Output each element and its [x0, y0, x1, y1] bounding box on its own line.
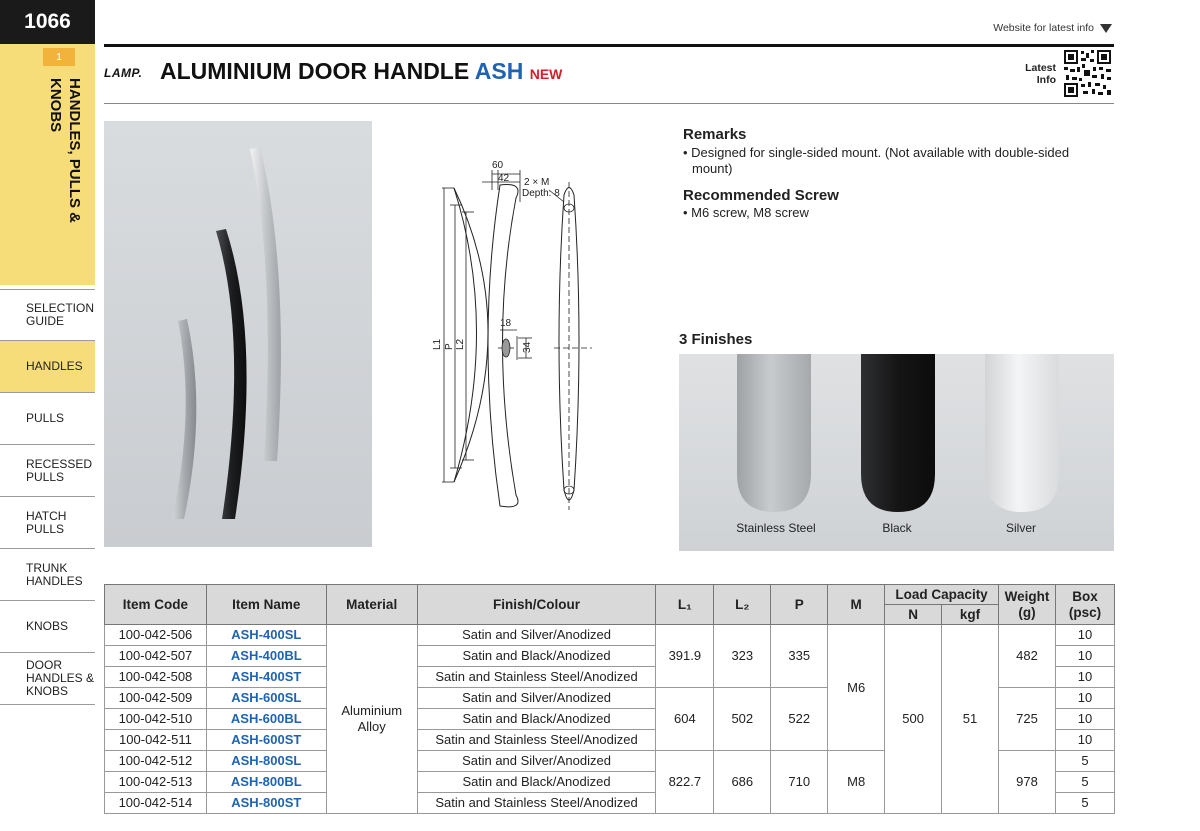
nav-hatch-pulls[interactable]: HATCH PULLS	[0, 497, 95, 549]
cell-finish: Satin and Black/Anodized	[417, 772, 656, 793]
dim-depth: Depth: 8	[522, 188, 560, 199]
finishes-heading: 3 Finishes	[679, 331, 753, 348]
cell-code: 100-042-509	[105, 688, 207, 709]
nav-recessed-pulls[interactable]: RECESSED PULLS	[0, 445, 95, 497]
cell-finish: Satin and Silver/Anodized	[417, 688, 656, 709]
cell-box: 10	[1055, 646, 1114, 667]
cell-l2: 502	[714, 688, 771, 751]
finish-label-silver: Silver	[1005, 521, 1036, 535]
cell-finish: Satin and Black/Anodized	[417, 709, 656, 730]
cell-box: 5	[1055, 772, 1114, 793]
table-row	[105, 625, 1115, 646]
category-chip: 1	[43, 48, 75, 66]
dim-p: P	[444, 343, 455, 350]
th-item-code: Item Code	[105, 585, 207, 625]
cell-finish: Satin and Black/Anodized	[417, 646, 656, 667]
cell-box: 10	[1055, 709, 1114, 730]
spec-table	[104, 584, 1115, 814]
finish-label-stainless: Stainless Steel	[736, 521, 816, 535]
remarks-heading: Remarks	[683, 126, 747, 143]
th-p: P	[771, 585, 828, 625]
cell-p: 710	[771, 751, 828, 814]
handles-illustration	[104, 121, 372, 547]
nav-trunk-handles[interactable]: TRUNK HANDLES	[0, 549, 95, 601]
th-finish: Finish/Colour	[417, 585, 656, 625]
cell-m: M8	[828, 751, 885, 814]
website-link[interactable]	[993, 22, 1112, 34]
cell-l2: 323	[714, 625, 771, 688]
cell-box: 5	[1055, 751, 1114, 772]
cell-box: 10	[1055, 625, 1114, 646]
cell-name: ASH-600ST	[206, 730, 326, 751]
cell-name: ASH-400BL	[206, 646, 326, 667]
th-load-kgf: kgf	[942, 605, 999, 625]
cell-name: ASH-800BL	[206, 772, 326, 793]
cell-finish: Satin and Silver/Anodized	[417, 751, 656, 772]
cell-code: 100-042-514	[105, 793, 207, 814]
cell-finish: Satin and Stainless Steel/Anodized	[417, 667, 656, 688]
cell-l1: 391.9	[656, 625, 714, 688]
latest-info-label: Latest Info	[1025, 62, 1056, 86]
cell-name: ASH-600SL	[206, 688, 326, 709]
website-link-label: Website for latest info	[993, 22, 1094, 34]
remarks-line-1: • Designed for single-sided mount. (Not available with double-sided	[683, 145, 1070, 160]
cell-l1: 822.7	[656, 751, 714, 814]
screw-heading: Recommended Screw	[683, 187, 839, 204]
cell-name: ASH-800SL	[206, 751, 326, 772]
dim-18: 18	[500, 318, 512, 329]
nav-knobs[interactable]: KNOBS	[0, 601, 95, 653]
cell-name: ASH-800ST	[206, 793, 326, 814]
cell-finish: Satin and Stainless Steel/Anodized	[417, 730, 656, 751]
cell-name: ASH-400ST	[206, 667, 326, 688]
cell-box: 10	[1055, 730, 1114, 751]
nav-selection-guide[interactable]: SELECTION GUIDE	[0, 289, 95, 341]
cell-box: 10	[1055, 688, 1114, 709]
cell-code: 100-042-512	[105, 751, 207, 772]
th-m: M	[828, 585, 885, 625]
cell-p: 522	[771, 688, 828, 751]
th-weight: Weight (g)	[999, 585, 1056, 625]
brand-logo: LAMP.	[104, 66, 143, 80]
cell-weight: 482	[999, 625, 1056, 688]
cell-code: 100-042-511	[105, 730, 207, 751]
series-name: ASH	[474, 58, 524, 84]
nav-pulls[interactable]: PULLS	[0, 393, 95, 445]
cell-material: Aluminium Alloy	[326, 625, 417, 814]
cell-p: 335	[771, 625, 828, 688]
dim-60: 60	[492, 160, 504, 171]
cell-code: 100-042-510	[105, 709, 207, 730]
side-nav	[0, 289, 95, 705]
th-l1: L₁	[656, 585, 714, 625]
page-title	[160, 58, 562, 85]
th-load-n: N	[885, 605, 942, 625]
product-photo	[104, 121, 372, 547]
cell-box: 10	[1055, 667, 1114, 688]
header-rule	[104, 44, 1114, 47]
screw-text: • M6 screw, M8 screw	[683, 205, 809, 220]
dim-l2: L2	[455, 338, 466, 350]
finish-label-black: Black	[882, 521, 912, 535]
cell-name: ASH-400SL	[206, 625, 326, 646]
title-text: ALUMINIUM DOOR HANDLE	[160, 58, 470, 84]
th-material: Material	[326, 585, 417, 625]
dim-l1: L1	[432, 338, 443, 350]
cell-finish: Satin and Silver/Anodized	[417, 625, 656, 646]
cell-finish: Satin and Stainless Steel/Anodized	[417, 793, 656, 814]
cell-l2: 686	[714, 751, 771, 814]
th-load-capacity: Load Capacity	[885, 585, 999, 605]
page-number: 1066	[0, 0, 95, 44]
cell-code: 100-042-513	[105, 772, 207, 793]
dim-m: 2 × M	[524, 177, 550, 188]
finishes-photo	[679, 354, 1114, 551]
cell-l1: 604	[656, 688, 714, 751]
th-box: Box (psc)	[1055, 585, 1114, 625]
cell-code: 100-042-506	[105, 625, 207, 646]
cell-code: 100-042-508	[105, 667, 207, 688]
cell-code: 100-042-507	[105, 646, 207, 667]
cell-box: 5	[1055, 793, 1114, 814]
new-badge: NEW	[529, 66, 563, 82]
cell-m: M6	[828, 625, 885, 751]
remarks-line-2: mount)	[692, 161, 733, 176]
cell-load-kgf: 51	[942, 625, 999, 814]
nav-door-handles-knobs[interactable]: DOOR HANDLES & KNOBS	[0, 653, 95, 705]
dim-34: 34	[522, 341, 533, 353]
cell-weight: 978	[999, 751, 1056, 814]
nav-handles[interactable]: HANDLES	[0, 341, 95, 393]
th-l2: L₂	[714, 585, 771, 625]
dim-42: 42	[498, 173, 510, 184]
qr-code-icon[interactable]	[1064, 50, 1111, 97]
triangle-down-icon	[1100, 24, 1112, 33]
cell-load-n: 500	[885, 625, 942, 814]
th-item-name: Item Name	[206, 585, 326, 625]
category-title: HANDLES, PULLS & KNOBS	[47, 78, 83, 224]
cell-weight: 725	[999, 688, 1056, 751]
cell-name: ASH-600BL	[206, 709, 326, 730]
dimension-drawing	[414, 150, 614, 520]
header-divider	[104, 103, 1114, 104]
